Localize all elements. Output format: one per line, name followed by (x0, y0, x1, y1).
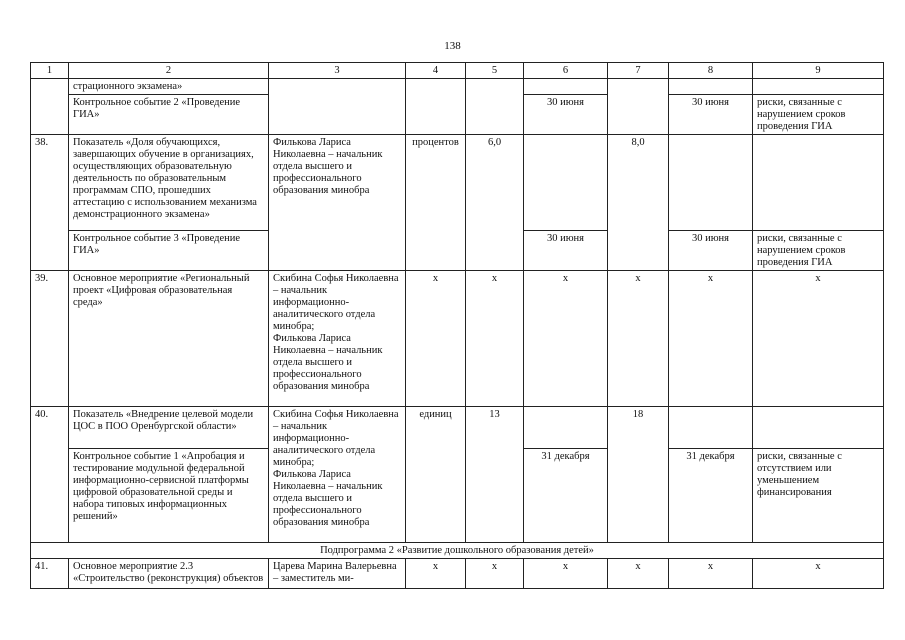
value-cell: x (406, 559, 466, 589)
table-row (31, 271, 884, 407)
table-cell (524, 135, 608, 231)
table-row (31, 559, 884, 589)
activity-cell (69, 559, 269, 589)
row-text: страционного экзамена» (69, 79, 269, 95)
value-cell: x (669, 559, 753, 589)
table-cell (753, 135, 884, 231)
value-cell: x (753, 271, 884, 407)
col-header-7: 7 (608, 63, 669, 79)
activity-text: Основное мероприятие «Региональный проект «Цифровая образовательная среда» (69, 271, 269, 407)
col-header-4: 4 (406, 63, 466, 79)
value-cell: x (753, 559, 884, 589)
risk-cell: риски, связанные с отсутствием или уменьшением финансирования (753, 449, 884, 543)
table-cell (669, 79, 753, 95)
value-cell: 6,0 (466, 135, 524, 271)
value-cell: x (524, 559, 608, 589)
value-cell: x (608, 559, 669, 589)
table-cell (753, 79, 884, 95)
date-cell: 30 июня (524, 231, 608, 271)
col-header-2: 2 (69, 63, 269, 79)
row-number: 39. (31, 271, 69, 407)
row-number: 40. (31, 407, 69, 543)
col-header-9: 9 (753, 63, 884, 79)
value-cell: x (524, 271, 608, 407)
unit-cell (406, 79, 466, 135)
table-cell (669, 407, 753, 449)
value-cell: 18 (608, 407, 669, 543)
value-cell: x (466, 559, 524, 589)
date-cell: 30 июня (669, 95, 753, 135)
col-header-5: 5 (466, 63, 524, 79)
subprogram-row (31, 543, 884, 559)
value-cell (466, 79, 524, 135)
responsible-person: Филькова Лариса Николаевна – начальник отдела высшего и профессионального образования минобра (273, 469, 383, 528)
control-event-text: Контрольное событие 3 «Проведение ГИА» (69, 231, 269, 271)
control-event-text: Контрольное событие 2 «Проведение ГИА» (69, 95, 269, 135)
col-header-8: 8 (669, 63, 753, 79)
table-cell (524, 79, 608, 95)
responsible-person: Скибина Софья Николаевна – начальник информационно-аналитического отдела минобра; (273, 273, 399, 332)
table-row (31, 407, 884, 449)
risk-cell: риски, связанные с нарушением сроков проведения ГИА (753, 231, 884, 271)
value-cell: x (669, 271, 753, 407)
indicator-text: Показатель «Доля обучающихся, завершающих обучение в организациях, осуществляющих образовательную деятельность по образовательным программам СПО, прошедших аттестацию с использованием механизма демонстрационного экзамена» (69, 135, 269, 231)
row-number: 41. (31, 559, 69, 589)
value-cell: 13 (466, 407, 524, 543)
col-header-3: 3 (269, 63, 406, 79)
col-header-6: 6 (524, 63, 608, 79)
responsible-cell (269, 79, 406, 135)
responsible-person: Скибина Софья Николаевна – начальник информационно-аналитического отдела минобра; (273, 409, 399, 468)
activity-text: Основное мероприятие 2.3 «Строительство (реконструкция) объектов (73, 561, 264, 584)
table-cell (753, 407, 884, 449)
responsible-cell (269, 407, 406, 543)
unit-cell: процентов (406, 135, 466, 271)
responsible-person: Филькова Лариса Николаевна – начальник отдела высшего и профессионального образования минобра (273, 333, 383, 392)
date-cell: 31 декабря (524, 449, 608, 543)
table-cell (669, 135, 753, 231)
col-header-1: 1 (31, 63, 69, 79)
unit-cell: единиц (406, 407, 466, 543)
date-cell: 30 июня (669, 231, 753, 271)
value-cell: 8,0 (608, 135, 669, 271)
responsible-person: Царева Марина Валерьевна – заместитель ми- (273, 561, 397, 584)
date-cell: 31 декабря (669, 449, 753, 543)
value-cell: x (406, 271, 466, 407)
page-number: 138 (444, 40, 461, 52)
table-cell (524, 407, 608, 449)
plan-table (30, 62, 884, 589)
value-cell: x (608, 271, 669, 407)
row-number: 38. (31, 135, 69, 271)
risk-cell: риски, связанные с нарушением сроков проведения ГИА (753, 95, 884, 135)
responsible-cell (269, 271, 406, 407)
table-row (31, 135, 884, 231)
row-number (31, 79, 69, 135)
control-event-text: Контрольное событие 1 «Апробация и тестирование модульной федеральной информационно-сервисной платформы цифровой образовательной среды и набора типовых информационных решений» (69, 449, 269, 543)
value-cell: x (466, 271, 524, 407)
responsible-cell (269, 559, 406, 589)
column-number-row (31, 63, 884, 79)
indicator-text: Показатель «Внедрение целевой модели ЦОС в ПОО Оренбургской области» (69, 407, 269, 449)
table-row (31, 79, 884, 95)
responsible-cell: Филькова Лариса Николаевна – начальник отдела высшего и профессионального образования минобра (269, 135, 406, 271)
subprogram-title: Подпрограмма 2 «Развитие дошкольного образования детей» (31, 543, 884, 559)
date-cell: 30 июня (524, 95, 608, 135)
value-cell (608, 79, 669, 135)
